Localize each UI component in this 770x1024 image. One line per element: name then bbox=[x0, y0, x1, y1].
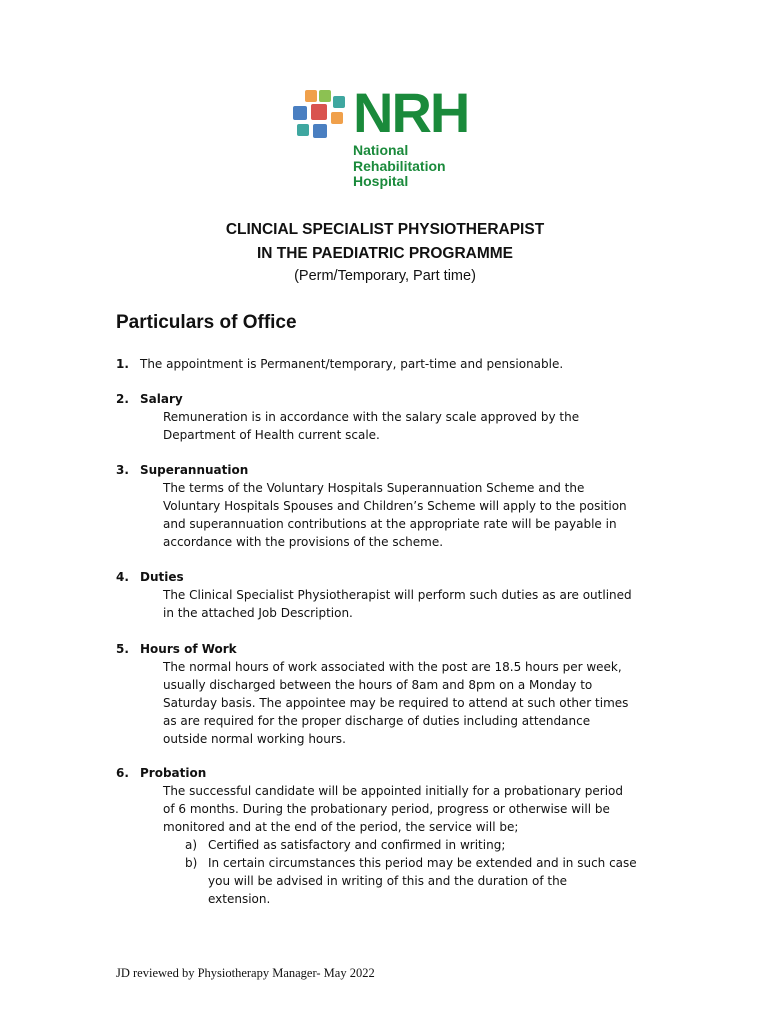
item-heading: Hours of Work bbox=[140, 642, 237, 656]
item-number: 3. bbox=[116, 463, 129, 477]
item-number: 6. bbox=[116, 766, 129, 780]
item-heading: Superannuation bbox=[140, 463, 249, 477]
document-title-line2: IN THE PAEDIATRIC PROGRAMME bbox=[256, 245, 514, 262]
logo-name-line: National bbox=[353, 142, 409, 158]
document-subtitle: (Perm/Temporary, Part time) bbox=[294, 268, 476, 284]
document-title-line1: CLINCIAL SPECIALIST PHYSIOTHERAPIST bbox=[225, 221, 545, 238]
logo-name bbox=[353, 143, 446, 190]
nrh-logo bbox=[291, 81, 481, 190]
sub-item-body bbox=[208, 854, 637, 908]
logo-square-teal-2 bbox=[297, 124, 309, 136]
item-line: Department of Health current scale. bbox=[163, 428, 380, 442]
item-line: Voluntary Hospitals Spouses and Children’s Scheme will apply to the position bbox=[163, 499, 627, 513]
item-number: 4. bbox=[116, 570, 129, 584]
item-line: of 6 months. During the probationary period, progress or otherwise will be bbox=[163, 802, 610, 816]
logo-name-line: Rehabilitation bbox=[353, 157, 446, 174]
sub-list-item bbox=[185, 854, 655, 908]
item-body bbox=[163, 782, 663, 836]
logo-square-blue-2 bbox=[313, 124, 327, 138]
item-line: and superannuation contributions at the appropriate rate will be payable in bbox=[163, 517, 617, 531]
item-line: The normal hours of work associated with the post are 18.5 hours per week, bbox=[163, 660, 622, 674]
sub-item-label: b) bbox=[185, 856, 198, 870]
item-heading: Duties bbox=[140, 570, 184, 584]
logo-letters: NRH bbox=[353, 81, 469, 144]
item-body bbox=[163, 479, 663, 551]
item-line: in the attached Job Description. bbox=[163, 606, 353, 620]
item-line: The Clinical Specialist Physiotherapist will perform such duties as are outlined bbox=[163, 588, 632, 602]
logo-square-orange-2 bbox=[331, 112, 343, 124]
item-body bbox=[163, 408, 663, 444]
logo-square-teal bbox=[333, 96, 345, 108]
sub-item-text: Certified as satisfactory and confirmed in writing; bbox=[208, 838, 506, 852]
logo-square-blue bbox=[293, 106, 307, 120]
item-heading: Salary bbox=[140, 392, 183, 406]
item-line: outside normal working hours. bbox=[163, 732, 346, 746]
logo-mark-icon bbox=[291, 88, 347, 140]
item-text: The appointment is Permanent/temporary, part-time and pensionable. bbox=[140, 357, 564, 371]
logo-name-line: Hospital bbox=[353, 173, 409, 189]
sub-item-line: you will be advised in writing of this and the duration of the bbox=[208, 874, 568, 888]
item-body bbox=[163, 658, 663, 748]
logo-square-red bbox=[311, 104, 327, 120]
sub-list bbox=[185, 836, 655, 908]
sub-item-label: a) bbox=[185, 838, 198, 852]
logo-square-orange bbox=[305, 90, 317, 102]
logo-square-lightgreen bbox=[319, 90, 331, 102]
item-line: accordance with the provisions of the scheme. bbox=[163, 535, 444, 549]
sub-item-line: In certain circumstances this period may be extended and in such case bbox=[208, 856, 637, 870]
item-line: as are required for the proper discharge of duties including attendance bbox=[163, 714, 591, 728]
item-line: usually discharged between the hours of 8am and 8pm on a Monday to bbox=[163, 678, 593, 692]
item-line: The terms of the Voluntary Hospitals Superannuation Scheme and the bbox=[163, 481, 585, 495]
item-line: The successful candidate will be appointed initially for a probationary period bbox=[163, 784, 624, 798]
document-footer: JD reviewed by Physiotherapy Manager- May 2022 bbox=[116, 966, 375, 980]
item-number: 2. bbox=[116, 392, 129, 406]
item-number: 1. bbox=[116, 357, 129, 371]
item-line: Saturday basis. The appointee may be required to attend at such other times bbox=[163, 696, 629, 710]
item-line: monitored and at the end of the period, the service will be; bbox=[163, 820, 519, 834]
section-heading: Particulars of Office bbox=[116, 312, 297, 333]
item-body bbox=[163, 586, 663, 622]
sub-item-line: extension. bbox=[208, 892, 271, 906]
item-number: 5. bbox=[116, 642, 129, 656]
sub-list-item bbox=[185, 836, 655, 854]
item-heading: Probation bbox=[140, 766, 207, 780]
item-line: Remuneration is in accordance with the salary scale approved by the bbox=[163, 410, 580, 424]
